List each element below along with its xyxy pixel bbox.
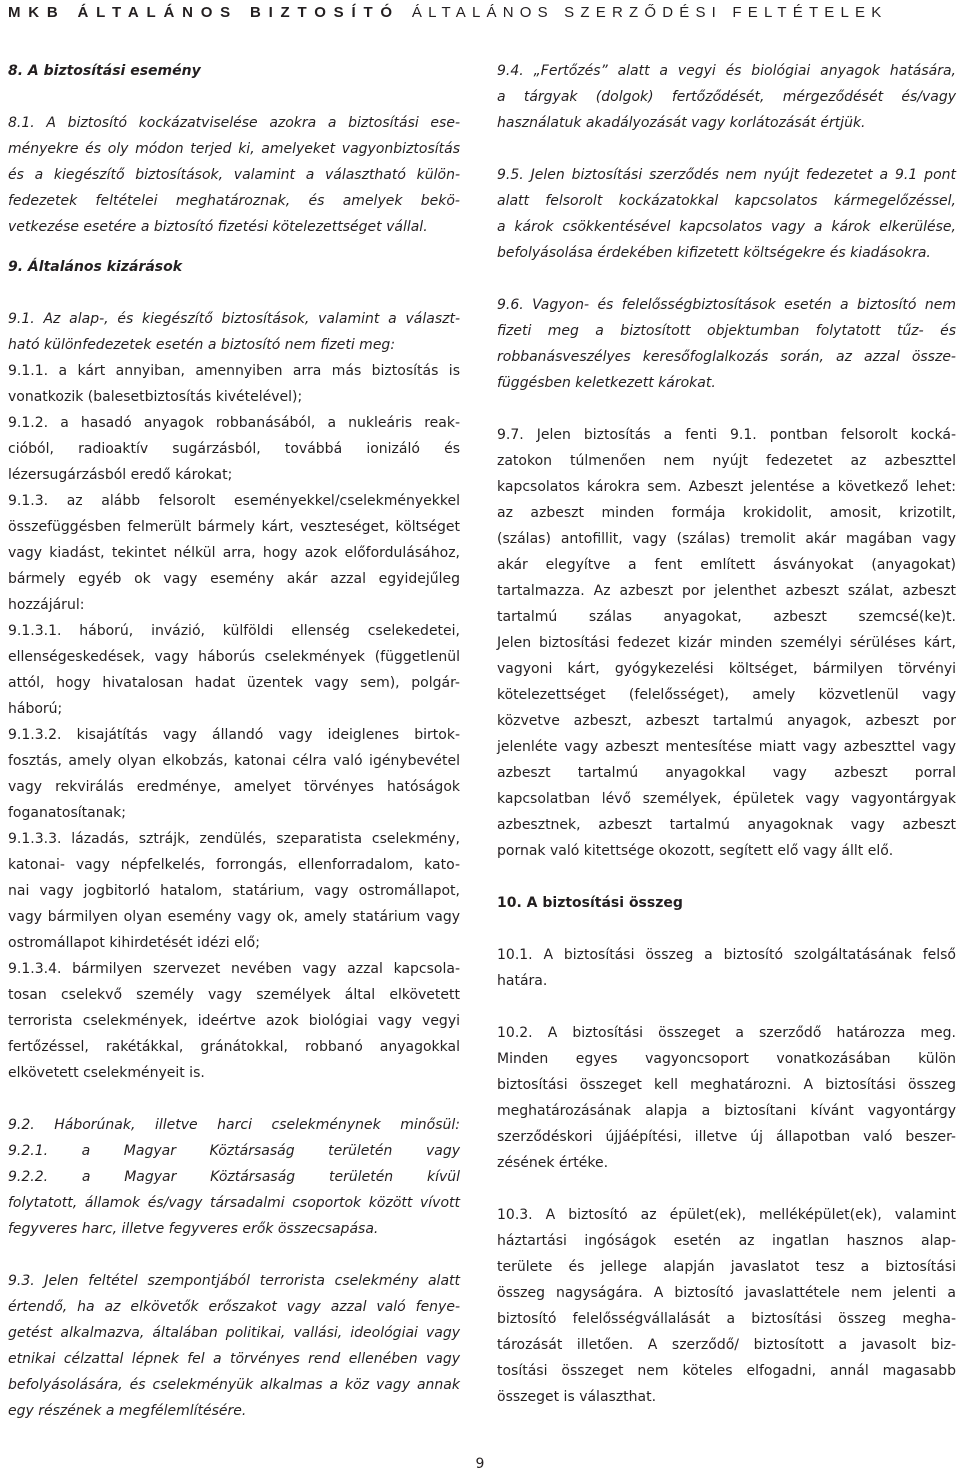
text-line: kapcsolatos károkra sem. Azbeszt jelentése a következő lehet: — [497, 479, 956, 495]
text-line: tározását illetően. A szerződő/ biztosított a javasolt biz- — [497, 1337, 956, 1353]
paragraph-10-3 — [497, 1202, 956, 1410]
text-line: 9.1. Az alap-, és kiegészítő biztosítások, valamint a választ- — [8, 311, 460, 327]
section-heading-8: 8. A biztosítási esemény — [8, 63, 201, 79]
text-line: lézersugárzásból eredő károkat; — [8, 467, 233, 483]
text-line: bármely egyéb ok vagy esemény akár azzal egyidejűleg — [8, 571, 460, 587]
text-line: alatt felsorolt kockázatokkal kapcsolatos kármegelőzéssel, — [497, 193, 956, 209]
paragraph-9-1-2 — [8, 410, 460, 488]
text-line: 9.4. „Fertőzés” alatt a vegyi és biológiai anyagok hatására, — [497, 63, 956, 79]
text-line: 9.7. Jelen biztosítás a fenti 9.1. pontban felsorolt kocká- — [497, 427, 956, 443]
paragraph-9-1-3-4 — [8, 956, 460, 1086]
paragraph-9-1-3-2 — [8, 722, 460, 826]
text-line: 9.1.1. a kárt annyiban, amennyiben arra más biztosítás is — [8, 363, 460, 379]
text-line: függésben keletkezett károkat. — [497, 375, 716, 391]
text-line: zésének értéke. — [497, 1155, 609, 1171]
text-line: 10.1. A biztosítási összeg a biztosító szolgáltatásának felső — [497, 947, 956, 963]
text-line: fertőzéssel, rakétákkal, gránátokkal, robbanó anyagokkal — [8, 1039, 460, 1055]
paragraph-9-1-3-1 — [8, 618, 460, 722]
text-line: kapcsolatban lévő személyek, épületek vagy vagyontárgyak — [497, 791, 956, 807]
text-line: zatokon túlmenően nem nyújt fedezetet az azbeszttel — [497, 453, 956, 469]
text-line: 10.3. A biztosító az épület(ek), melléképület(ek), valamint — [497, 1207, 956, 1223]
text-line: 9.1.3. az alább felsorolt eseményekkel/cselekményekkel — [8, 493, 460, 509]
text-line: 9.2.1. a Magyar Köztársaság területén vagy — [8, 1143, 460, 1159]
text-line: 9.1.3.1. háború, invázió, külföldi ellenség cselekedetei, — [8, 623, 460, 639]
header-document-title: ÁLTALÁNOS SZERZŐDÉSI FELTÉTELEK — [411, 4, 888, 21]
text-line: és a kiegészítő biztosítások, valamint a választható külön- — [8, 167, 460, 183]
paragraph-10-1 — [497, 942, 956, 994]
text-line: katonai- vagy népfelkelés, forrongás, ellenforradalom, kato- — [8, 857, 460, 873]
text-line: jelenléte vagy azbeszt mentesítése miatt vagy azbeszttel vagy — [497, 739, 956, 755]
text-line: (szálas) antofillit, vagy (szálas) tremolit akár magában vagy — [497, 531, 956, 547]
paragraph-8-1 — [8, 110, 460, 240]
text-line: kötelezettséget (felelősséget), amely közvetlenül vagy — [497, 687, 956, 703]
text-line: használatuk akadályozását vagy korlátozását értjük. — [497, 115, 866, 131]
section-heading-9: 9. Általános kizárások — [8, 259, 183, 275]
text-line: háború; — [8, 701, 63, 717]
paragraph-10-2 — [497, 1020, 956, 1176]
text-line: 10.2. A biztosítási összeget a szerződő határozza meg. — [497, 1025, 956, 1041]
paragraph-9-3 — [8, 1268, 460, 1424]
text-line: terrorista cselekmények, ideértve azok biológiai vagy vegyi — [8, 1013, 460, 1029]
text-line: az azbeszt minden formája krokidolit, amosit, krizotilt, — [497, 505, 956, 521]
paragraph-9-1 — [8, 306, 460, 358]
text-line: pornak való kitettsége okozott, segített elő vagy állt elő. — [497, 843, 894, 859]
text-line: 9.6. Vagyon- és felelősségbiztosítások esetén a biztosító nem — [497, 297, 956, 313]
paragraph-9-5 — [497, 162, 956, 266]
text-line: vetkezése esetére a biztosító fizetési kötelezettséget vállal. — [8, 219, 428, 235]
text-line: Jelen biztosítási fedezet kizár minden személyi sérüléses kárt, — [497, 635, 956, 651]
paragraph-9-1-3 — [8, 488, 460, 618]
text-line: ható különfedezetek esetén a biztosító nem fizeti meg: — [8, 337, 396, 353]
text-line: 9.1.3.4. bármilyen szervezet nevében vagy azzal kapcsola- — [8, 961, 460, 977]
text-line: befolyásolása érdekében kifizetett költségekre és kiadásokra. — [497, 245, 931, 261]
paragraph-9-1-3-3 — [8, 826, 460, 956]
text-line: vonatkozik (balesetbiztosítás kivételével); — [8, 389, 303, 405]
text-line: tartalmú szálas anyagokat, azbeszt szemcsé(ke)t. — [497, 609, 956, 625]
paragraph-9-6 — [497, 292, 956, 396]
text-line: azbeszt tartalmú anyagokkal vagy azbeszt porral — [497, 765, 956, 781]
text-line: nai vagy jogbitorló hatalom, statárium, vagy ostromállapot, — [8, 883, 460, 899]
text-line: akár elegyítve a fent említett ásványokat (anyagokat) — [497, 557, 956, 573]
text-line: vagyoni kárt, gyógykezelési költséget, bármilyen törvényi — [497, 661, 956, 677]
text-line: vagy rekvirálás eredménye, amelyet törvényes hatóságok — [8, 779, 460, 795]
text-line: szerződéskori újjáépítési, illetve új állapotban való beszer- — [497, 1129, 956, 1145]
text-line: összeget is választhat. — [497, 1389, 657, 1405]
text-line: összeg nagyságára. A biztosító javaslattétele nem jelenti a — [497, 1285, 956, 1301]
text-line: 9.1.3.2. kisajátítás vagy állandó vagy ideiglenes birtok- — [8, 727, 460, 743]
text-line: attól, hogy hivatalosan hadat üzentek vagy sem), polgár- — [8, 675, 460, 691]
text-line: elkövetett cselekményeit is. — [8, 1065, 205, 1081]
text-line: 9.1.2. a hasadó anyagok robbanásából, a nukleáris reak- — [8, 415, 460, 431]
text-line: hozzájárul: — [8, 597, 85, 613]
paragraph-9-1-1 — [8, 358, 460, 410]
text-line: egy részének a megfélemlítésére. — [8, 1403, 247, 1419]
text-line: azbesztnek, azbeszt tartalmú anyagoknak vagy azbeszt — [497, 817, 956, 833]
text-line: 9.5. Jelen biztosítási szerződés nem nyújt fedezetet a 9.1 pont — [497, 167, 956, 183]
text-line: biztosító felelősségvállalását a biztosítási összeg megha- — [497, 1311, 956, 1327]
text-line: 9.1.3.3. lázadás, sztrájk, zendülés, szeparatista cselekmény, — [8, 831, 460, 847]
text-line: fosztás, amely olyan elkobzás, katonai célra való igénybevétel — [8, 753, 460, 769]
text-line: befolyásolására, és cselekményük alkalmas a köz vagy annak — [8, 1377, 460, 1393]
text-line: cióból, radioaktív sugárzásból, továbbá ionizáló és — [8, 441, 460, 457]
text-line: a tárgyak (dolgok) fertőződését, mérgeződését és/vagy — [497, 89, 956, 105]
text-line: tartalmazza. Az azbeszt por jelenthet azbeszt szálat, azbeszt — [497, 583, 956, 599]
text-line: vagy bármilyen olyan esemény vagy ok, amely statárium vagy — [8, 909, 460, 925]
text-line: ményekre és oly módon terjed ki, amelyeket vagyonbiztosítás — [8, 141, 460, 157]
text-line: 9.2.2. a Magyar Köztársaság területén kívül — [8, 1169, 460, 1185]
paragraph-9-7 — [497, 422, 956, 864]
section-heading-10: 10. A biztosítási összeg — [497, 895, 683, 911]
text-line: meghatározásának alapja a biztosítani kívánt vagyontárgy — [497, 1103, 956, 1119]
text-line: vagy kiadást, tekintet nélkül arra, hogy azok előfordulásához, — [8, 545, 460, 561]
text-line: Minden egyes vagyoncsoport vonatkozásában külön — [497, 1051, 956, 1067]
text-line: foganatosítanak; — [8, 805, 126, 821]
text-line: robbanásveszélyes keresőfoglalkozás során, az azzal össze- — [497, 349, 956, 365]
text-line: fegyveres harc, illetve fegyveres erők összecsapása. — [8, 1221, 379, 1237]
text-line: területe és jellege alapján javaslatot tesz a biztosítási — [497, 1259, 956, 1275]
paragraph-9-2 — [8, 1112, 460, 1242]
text-line: tosítási összeget nem köteles elfogadni, annál magasabb — [497, 1363, 956, 1379]
text-line: háztartási ingóságok esetén az ingatlan hasznos alap- — [497, 1233, 956, 1249]
document-header — [8, 0, 960, 30]
right-column — [497, 58, 956, 1410]
text-line: ellenségeskedések, vagy háborús cselekmények (függetlenül — [8, 649, 460, 665]
text-line: tosan cselekvő személy vagy személyek által elkövetett — [8, 987, 460, 1003]
text-line: biztosítási összeget kell meghatározni. A biztosítási összeg — [497, 1077, 956, 1093]
text-line: ostromállapot kihirdetését idézi elő; — [8, 935, 260, 951]
text-line: fedezetek feltételei meghatároznak, és amelyek bekö- — [8, 193, 460, 209]
header-company-name: MKB ÁLTALÁNOS BIZTOSÍTÓ — [8, 4, 400, 21]
text-line: értendő, ha az elkövetők erőszakot vagy azzal való fenye- — [8, 1299, 460, 1315]
text-line: 8.1. A biztosító kockázatviselése azokra a biztosítási ese- — [8, 115, 460, 131]
text-line: 9.3. Jelen feltétel szempontjából terrorista cselekmény alatt — [8, 1273, 460, 1289]
page-number: 9 — [475, 1456, 485, 1472]
text-line: folytatott, államok és/vagy társadalmi csoportok között vívott — [8, 1195, 460, 1211]
text-line: összefüggésben felmerült bármely kárt, veszteséget, költséget — [8, 519, 460, 535]
text-line: közvetve azbeszt, azbeszt tartalmú anyagok, azbeszt por — [497, 713, 956, 729]
text-line: a károk csökkentésével kapcsolatos vagy a károk elkerülése, — [497, 219, 956, 235]
left-column — [8, 58, 460, 1424]
text-line: getést alkalmazva, általában politikai, vallási, ideológiai vagy — [8, 1325, 460, 1341]
text-line: etnikai célzattal lépnek fel a törvényes rend ellenében vagy — [8, 1351, 460, 1367]
text-line: fizeti meg a biztosított objektumban folytatott tűz- és — [497, 323, 956, 339]
text-line: 9.2. Háborúnak, illetve harci cselekménynek minősül: — [8, 1117, 460, 1133]
text-line: határa. — [497, 973, 548, 989]
paragraph-9-4 — [497, 58, 956, 136]
